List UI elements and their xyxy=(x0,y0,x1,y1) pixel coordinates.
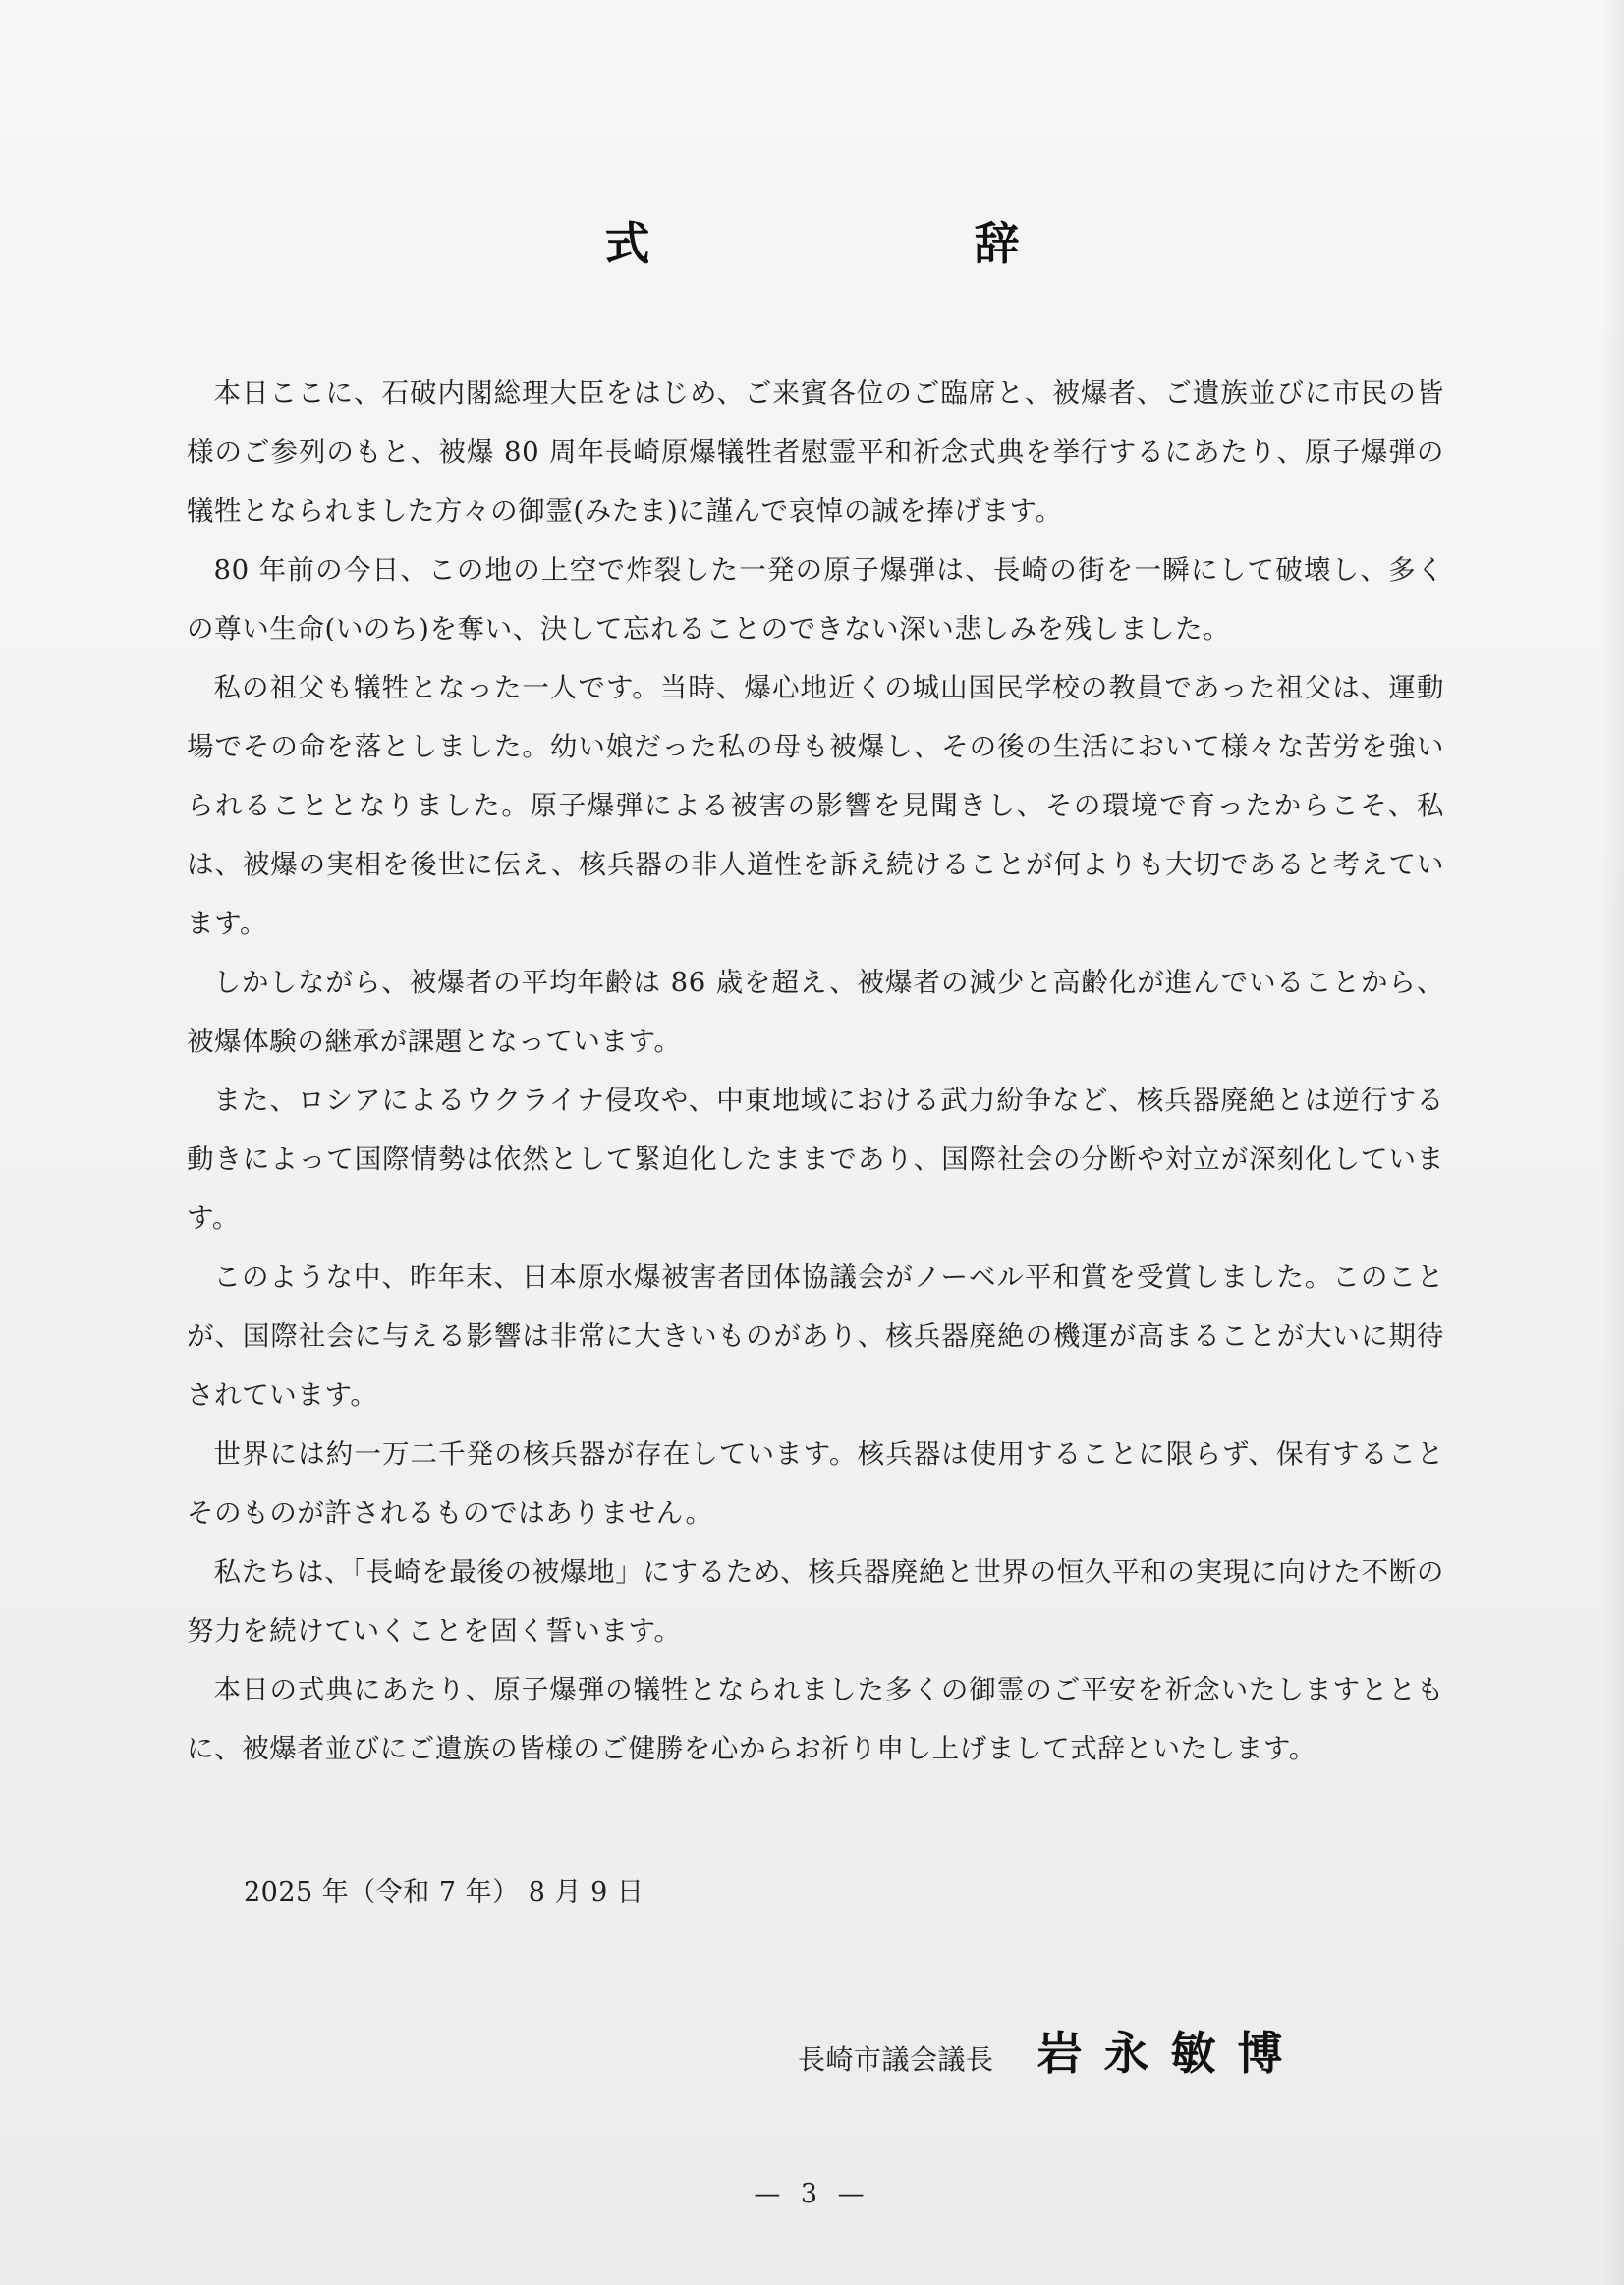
paper-edge-shadow xyxy=(1602,0,1624,2285)
page-number: — 3 — xyxy=(754,2179,870,2209)
document-title xyxy=(0,208,1624,273)
paragraph-8: 私たちは、「長崎を最後の被爆地」にするため、核兵器廃絶と世界の恒久平和の実現に向けた不断の努力を続けていくことを固く誓います。 xyxy=(187,1556,1444,1646)
paragraph-5: また、ロシアによるウクライナ侵攻や、中東地域における武力紛争など、核兵器廃絶とは逆行する動きによって国際情勢は依然として緊迫化したままであり、国際社会の分断や対立が深刻化しています。 xyxy=(187,1085,1444,1234)
paragraph-9: 本日の式典にあたり、原子爆弾の犠牲となられました多くの御霊のご平安を祈念いたしますとともに、被爆者並びにご遺族の皆様のご健勝を心からお祈り申し上げまして式辞といたします。 xyxy=(187,1674,1444,1764)
speech-body xyxy=(187,363,1444,1778)
title-char-2: 辞 xyxy=(974,217,1020,270)
paragraph-1: 本日ここに、石破内閣総理大臣をはじめ、ご来賓各位のご臨席と、被爆者、ご遺族並びに市民の皆様のご参列のもと、被爆 80 周年長崎原爆犠牲者慰霊平和祈念式典を挙行するにあたり、原子爆弾の犠牲となられました方々の御霊(みたま)に謹んで哀悼の誠を捧げます。 xyxy=(187,377,1444,527)
paragraph-7: 世界には約一万二千発の核兵器が存在しています。核兵器は使用することに限らず、保有することそのものが許されるものではありません。 xyxy=(187,1438,1444,1529)
paragraph-4: しかしながら、被爆者の平均年齢は 86 歳を超え、被爆者の減少と高齢化が進んでいることから、被爆体験の継承が課題となっています。 xyxy=(187,967,1444,1057)
signer-name: 岩永敏博 xyxy=(1036,2027,1305,2080)
signer-role: 長崎市議会議長 xyxy=(798,2043,994,2076)
paragraph-3: 私の祖父も犠牲となった一人です。当時、爆心地近くの城山国民学校の教員であった祖父は、運動場でその命を落としました。幼い娘だった私の母も被爆し、その後の生活において様々な苦労を強いられることとなりました。原子爆弾による被害の影響を見聞きし、その環境で育ったからこそ、私は、被爆の実相を後世に伝え、核兵器の非人道性を訴え続けることが何よりも大切であると考えています。 xyxy=(187,672,1444,939)
paragraph-2: 80 年前の今日、この地の上空で炸裂した一発の原子爆弾は、長崎の街を一瞬にして破壊し、多くの尊い生命(いのち)を奪い、決して忘れることのできない深い悲しみを残しました。 xyxy=(187,554,1444,644)
paragraph-6: このような中、昨年末、日本原水爆被害者団体協議会がノーベル平和賞を受賞しました。このことが、国際社会に与える影響は非常に大きいものがあり、核兵器廃絶の機運が高まることが大いに期待されています。 xyxy=(187,1261,1444,1411)
title-char-1: 式 xyxy=(604,217,650,270)
document-date: 2025 年（令和 7 年） 8 月 9 日 xyxy=(244,1877,644,1908)
signature-block xyxy=(798,2018,1305,2083)
